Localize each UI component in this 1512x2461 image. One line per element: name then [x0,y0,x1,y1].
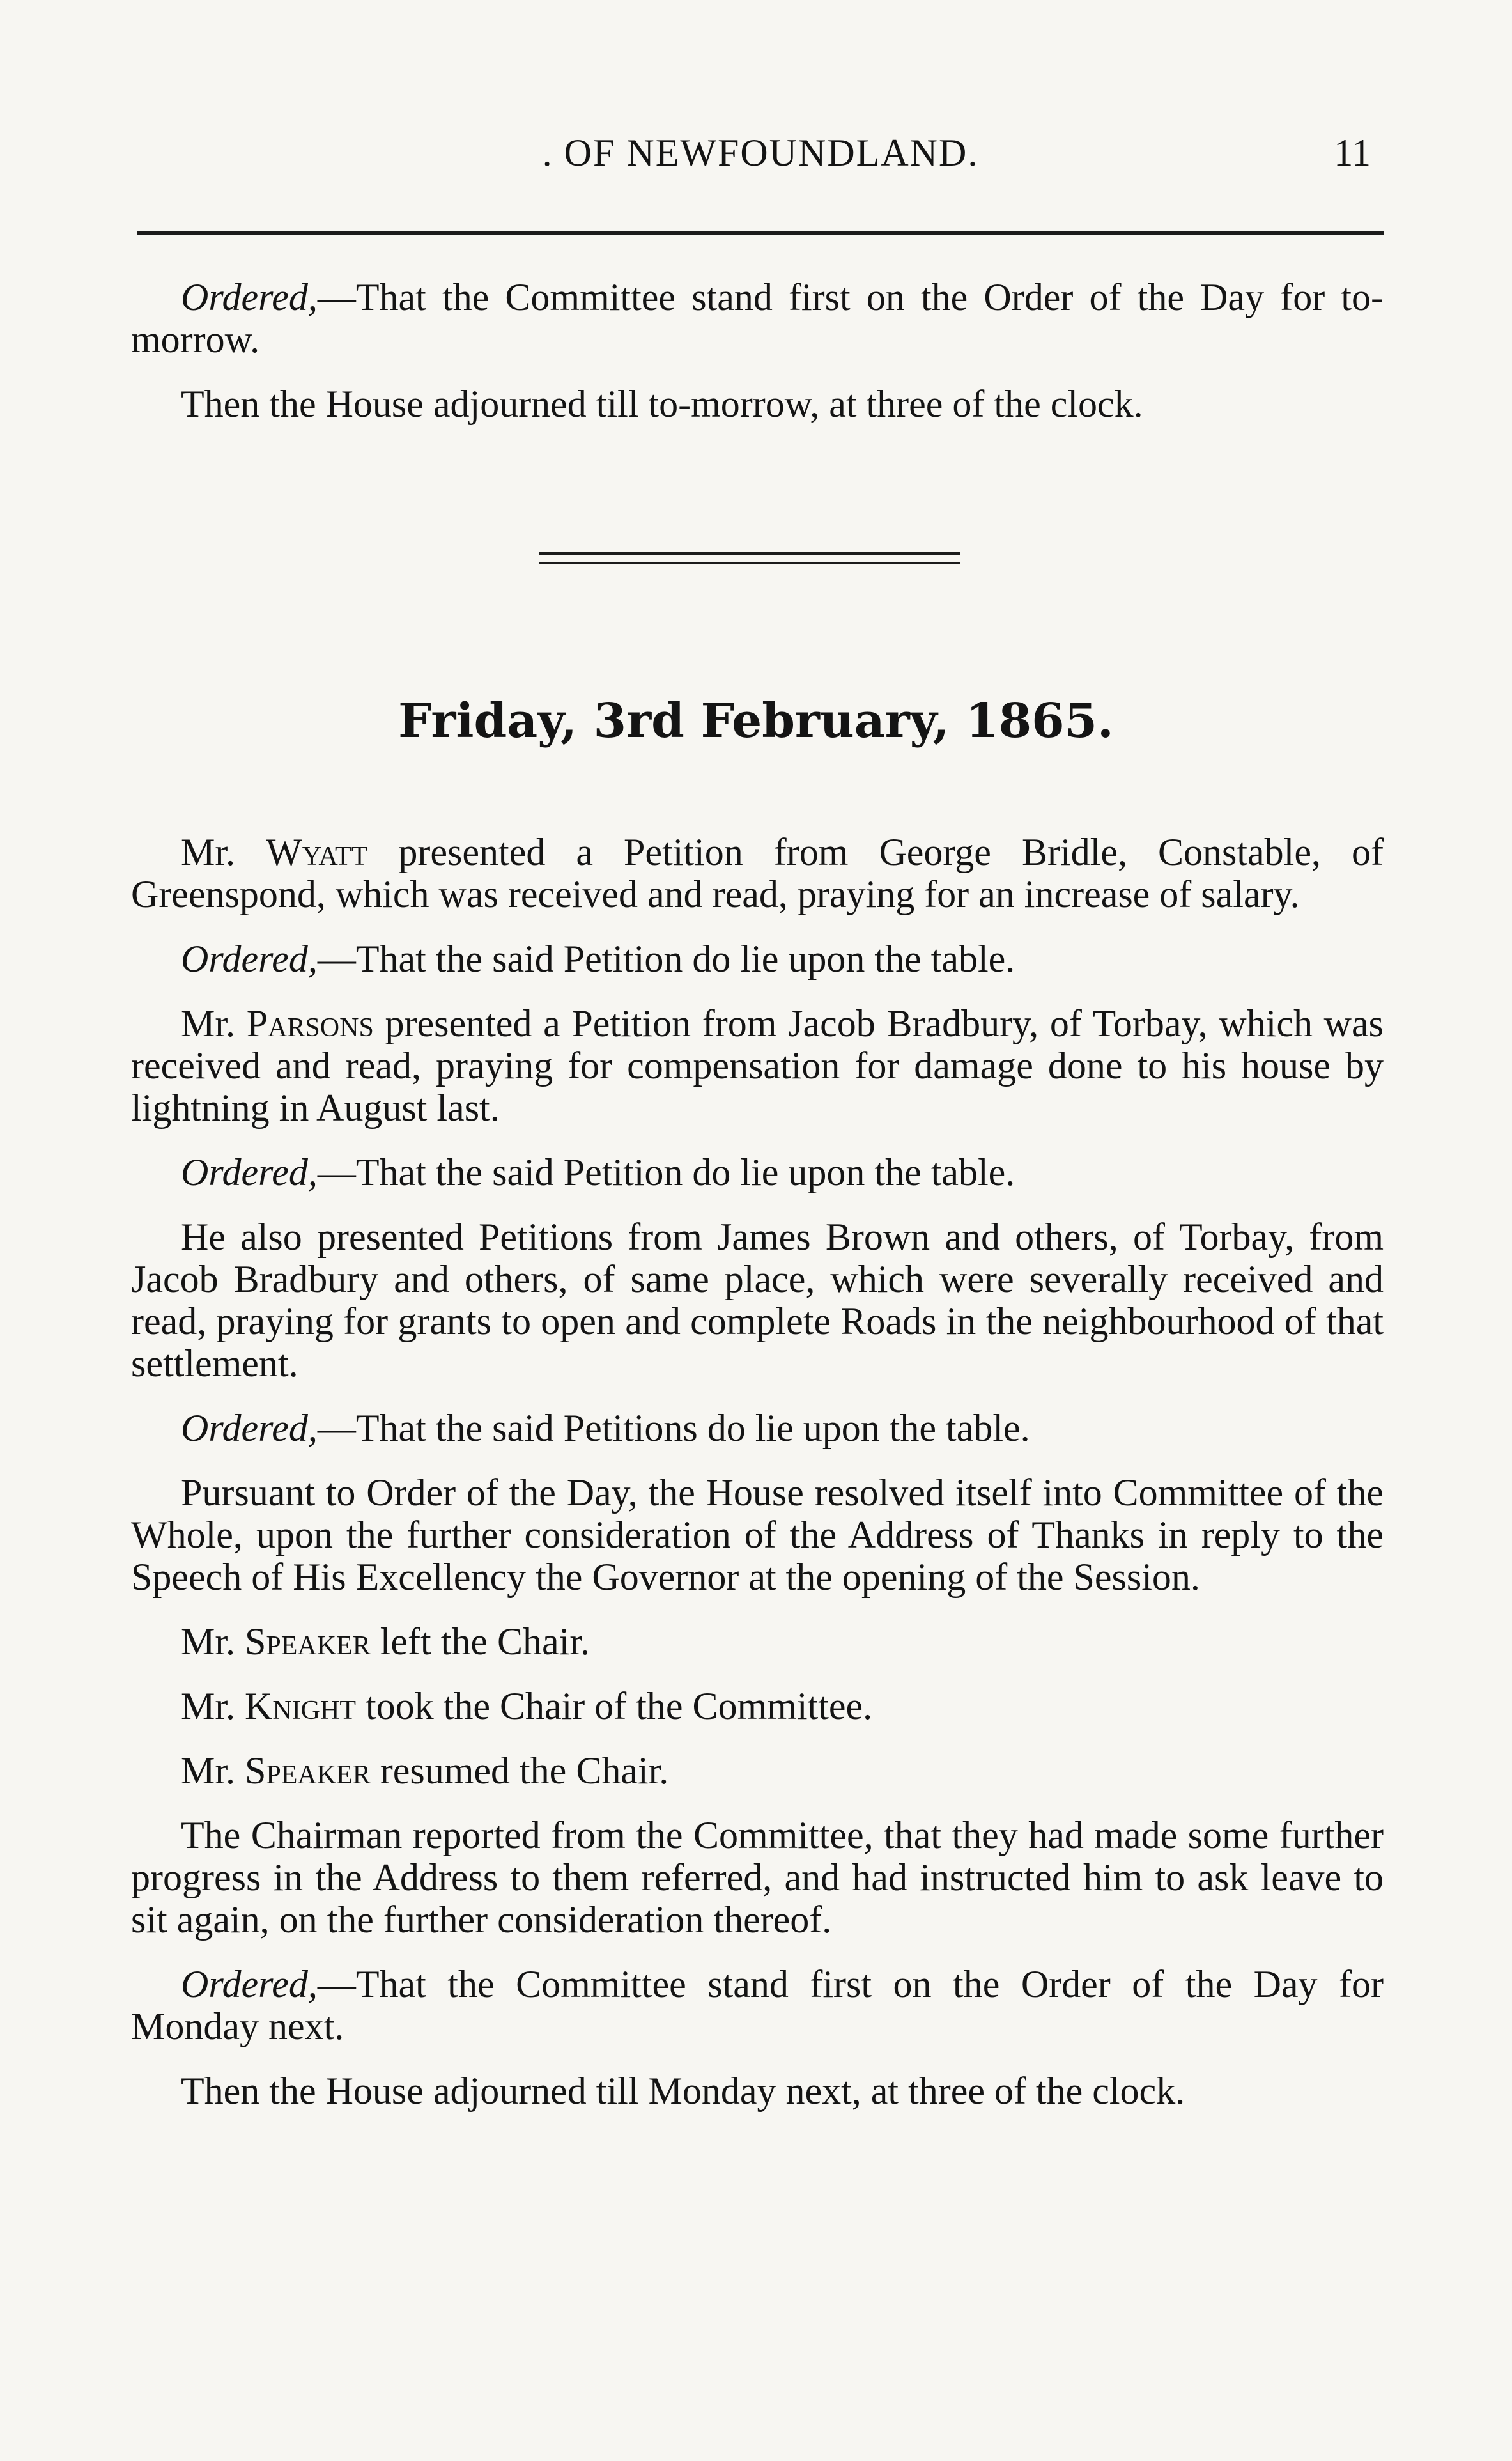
paragraph-text: presented a Petition from George Bridle, Constable, of Greenspond, which was received and read, praying for an increase of salary. [131,831,1384,915]
paragraph [131,383,1384,425]
paragraph-text: —That the Committee stand first on the Order of the Day for to-morrow. [131,276,1384,361]
paragraph [131,1216,1384,1385]
paragraph-text: —That the said Petition do lie upon the table. [317,1151,1015,1193]
paragraph [131,831,1384,915]
paragraph [131,1963,1384,2047]
paragraph-text: resumed the Chair. [370,1750,669,1792]
paragraph-text: The Chairman reported from the Committee, that they had made some further progress in the Address to them referred, and had instructed him to ask leave to sit again, on the further consideration thereof. [131,1814,1384,1941]
paragraph [131,1471,1384,1598]
divider-line [539,562,960,564]
paragraph-text: —That the Committee stand first on the Order of the Day for Monday next. [131,1963,1384,2047]
paragraph-text: Then the House adjourned till to-morrow, at three of the clock. [181,383,1143,425]
paragraph [131,2070,1384,2112]
section-divider [539,552,960,571]
page-number: 11 [1334,132,1371,174]
date-heading: Friday, 3rd February, 1865. [398,694,1114,749]
paragraph-text: He also presented Petitions from James Brown and others, of Torbay, from Jacob Bradbury and others, of same place, which were severally received and read, praying for grants to open and complete Roads in the neighbourhood of that settlement. [131,1216,1384,1385]
ordered-label: Ordered, [181,1407,318,1449]
paragraph [131,276,1384,361]
paragraph [131,1620,1384,1663]
header-rule [137,231,1384,235]
honorific: Mr. [181,1685,245,1727]
member-name: Speaker [245,1620,371,1663]
paragraph [131,1151,1384,1193]
paragraph [131,1685,1384,1727]
paragraph [131,1002,1384,1129]
ordered-label: Ordered, [181,1151,318,1193]
honorific: Mr. [181,1620,245,1663]
honorific: Mr. [181,1750,245,1792]
paragraph [131,1750,1384,1792]
ordered-label: Ordered, [181,1963,318,2005]
paragraph-text: presented a Petition from Jacob Bradbury, of Torbay, which was received and read, praying for compensation for damage done to his house by lightning in August last. [131,1002,1384,1129]
top-block [131,276,1384,447]
member-name: Parsons [246,1002,374,1044]
running-title: . OF NEWFOUNDLAND. [542,132,979,174]
ordered-label: Ordered, [181,938,318,980]
member-name: Knight [245,1685,356,1727]
paragraph-text: Pursuant to Order of the Day, the House resolved itself into Committee of the Whole, upon the further consideration of the Address of Thanks in reply to the Speech of His Excellency the Governor at the opening of the Session. [131,1471,1384,1598]
paragraph-text: Then the House adjourned till Monday next, at three of the clock. [181,2070,1185,2112]
paragraph-text: left the Chair. [370,1620,590,1663]
paragraph-text: —That the said Petition do lie upon the table. [317,938,1015,980]
honorific: Mr. [181,831,266,873]
member-name: Wyatt [266,831,368,873]
paragraph [131,1407,1384,1449]
paragraph [131,1814,1384,1941]
paragraph [131,938,1384,980]
page-header [137,131,1384,189]
honorific: Mr. [181,1002,247,1044]
main-block [131,831,1384,2134]
divider-line [539,552,960,555]
member-name: Speaker [245,1750,371,1792]
paragraph-text: —That the said Petitions do lie upon the table. [317,1407,1030,1449]
ordered-label: Ordered, [181,276,318,318]
paragraph-text: took the Chair of the Committee. [356,1685,873,1727]
